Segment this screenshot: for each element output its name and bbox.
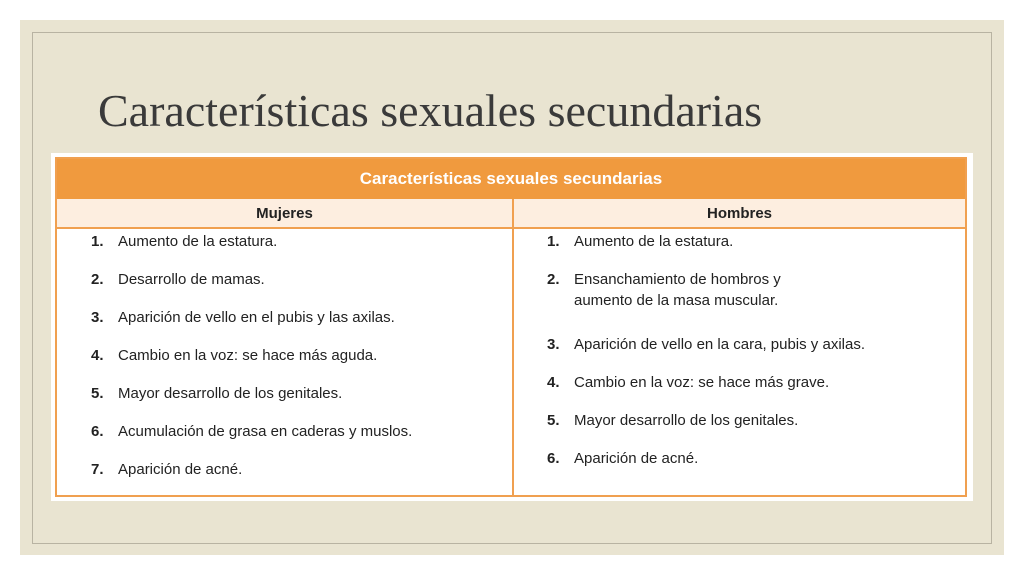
list-item xyxy=(91,269,412,307)
item-number: 3. xyxy=(547,336,560,353)
item-text: Aparición de vello en el pubis y las axilas. xyxy=(118,309,395,326)
item-number: 7. xyxy=(91,461,104,478)
item-number: 2. xyxy=(547,271,560,288)
item-text-continued: aumento de la masa muscular. xyxy=(574,292,779,309)
item-text: Cambio en la voz: se hace más grave. xyxy=(574,374,830,391)
item-number: 6. xyxy=(547,450,560,467)
column-divider xyxy=(512,199,514,495)
column-header-hombres: Hombres xyxy=(706,204,773,222)
item-text: Aumento de la estatura. xyxy=(118,233,278,250)
list-item xyxy=(91,383,412,421)
item-text: Aparición de acné. xyxy=(574,450,699,467)
item-number: 6. xyxy=(91,423,104,440)
item-text: Desarrollo de mamas. xyxy=(118,271,265,288)
item-number: 1. xyxy=(91,233,104,250)
list-item xyxy=(91,345,412,383)
item-text: Aparición de vello en la cara, pubis y axilas. xyxy=(574,336,865,353)
item-text: Cambio en la voz: se hace más aguda. xyxy=(118,347,378,364)
list-item xyxy=(91,307,412,345)
hombres-list xyxy=(547,231,865,486)
list-item xyxy=(547,231,865,269)
list-item xyxy=(91,459,412,497)
characteristics-table xyxy=(55,157,967,497)
item-number: 5. xyxy=(91,385,104,402)
column-header-row xyxy=(57,199,965,229)
item-text: Aparición de acné. xyxy=(118,461,243,478)
item-number: 3. xyxy=(91,309,104,326)
item-text: Aumento de la estatura. xyxy=(574,233,734,250)
table-header: Características sexuales secundarias xyxy=(57,159,965,199)
list-item xyxy=(91,231,412,269)
column-header-mujeres: Mujeres xyxy=(256,204,313,222)
list-item xyxy=(547,372,865,410)
list-item xyxy=(547,269,865,334)
table-image xyxy=(51,153,973,501)
list-item xyxy=(547,334,865,372)
list-item xyxy=(91,421,412,459)
list-item xyxy=(547,410,865,448)
list-item xyxy=(547,448,865,486)
item-number: 4. xyxy=(91,347,104,364)
item-number: 5. xyxy=(547,412,560,429)
item-text: Mayor desarrollo de los genitales. xyxy=(118,385,343,402)
item-text: Mayor desarrollo de los genitales. xyxy=(574,412,799,429)
item-text: Ensanchamiento de hombros y xyxy=(574,271,781,288)
item-number: 2. xyxy=(91,271,104,288)
slide-title: Características sexuales secundarias xyxy=(98,85,763,136)
mujeres-list xyxy=(91,231,412,497)
item-number: 1. xyxy=(547,233,560,250)
item-number: 4. xyxy=(547,374,560,391)
item-text: Acumulación de grasa en caderas y muslos. xyxy=(118,423,413,440)
